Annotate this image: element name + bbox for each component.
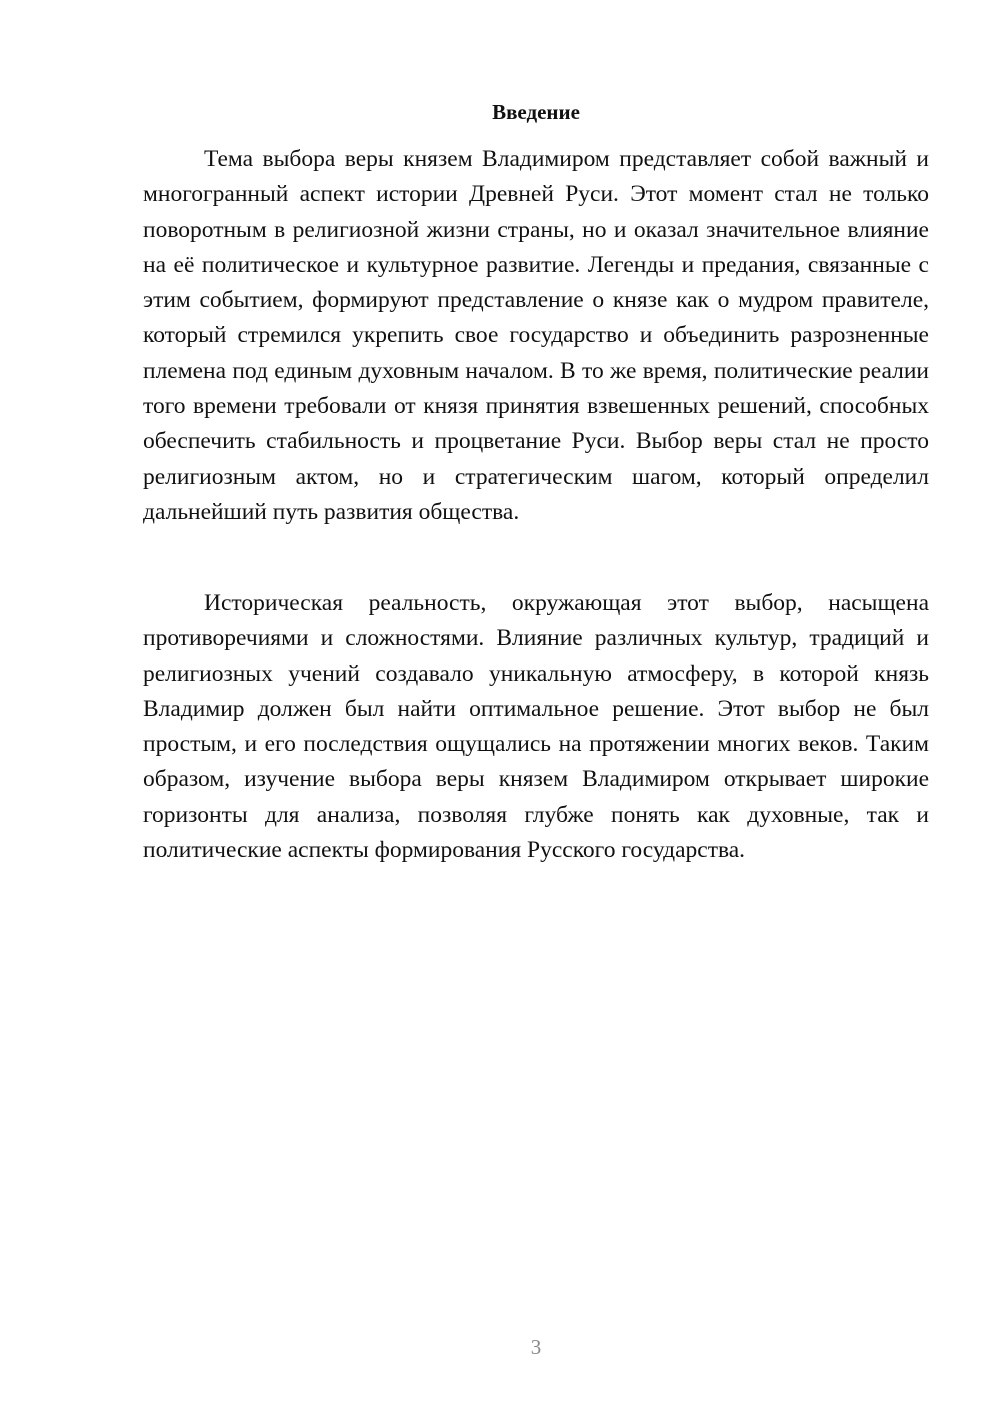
page-number: 3 [530, 1335, 542, 1359]
paragraph-1: Тема выбора веры князем Владимиром представляет собой важный и многогранный аспект истории Древней Руси. Этот момент стал не только поворотным в религиозной жизни страны, но и оказал значительное влияние на её политическое и культурное развитие. Легенды и предания, связанные с этим событием, формируют представление о князе как о мудром правителе, который стремился укрепить свое государство и объединить разрозненные племена под единым духовным началом. В то же время, политические реалии того времени требовали от князя принятия взвешенных решений, способных обеспечить стабильность и процветание Руси. Выбор веры стал не просто религиозным актом, но и стратегическим шагом, который определил дальнейший путь развития общества. [143, 146, 929, 525]
paragraph-2: Историческая реальность, окружающая этот выбор, насыщена противоречиями и сложностями. Влияние различных культур, традиций и религиозных учений создавало уникальную атмосферу, в которой князь Владимир должен был найти оптимальное решение. Этот выбор не был простым, и его последствия ощущались на протяжении многих веков. Таким образом, изучение выбора веры князем Владимиром открывает широкие горизонты для анализа, позволяя глубже понять как духовные, так и политические аспекты формирования Русского государства. [143, 590, 929, 864]
section-heading: Введение [492, 100, 580, 124]
